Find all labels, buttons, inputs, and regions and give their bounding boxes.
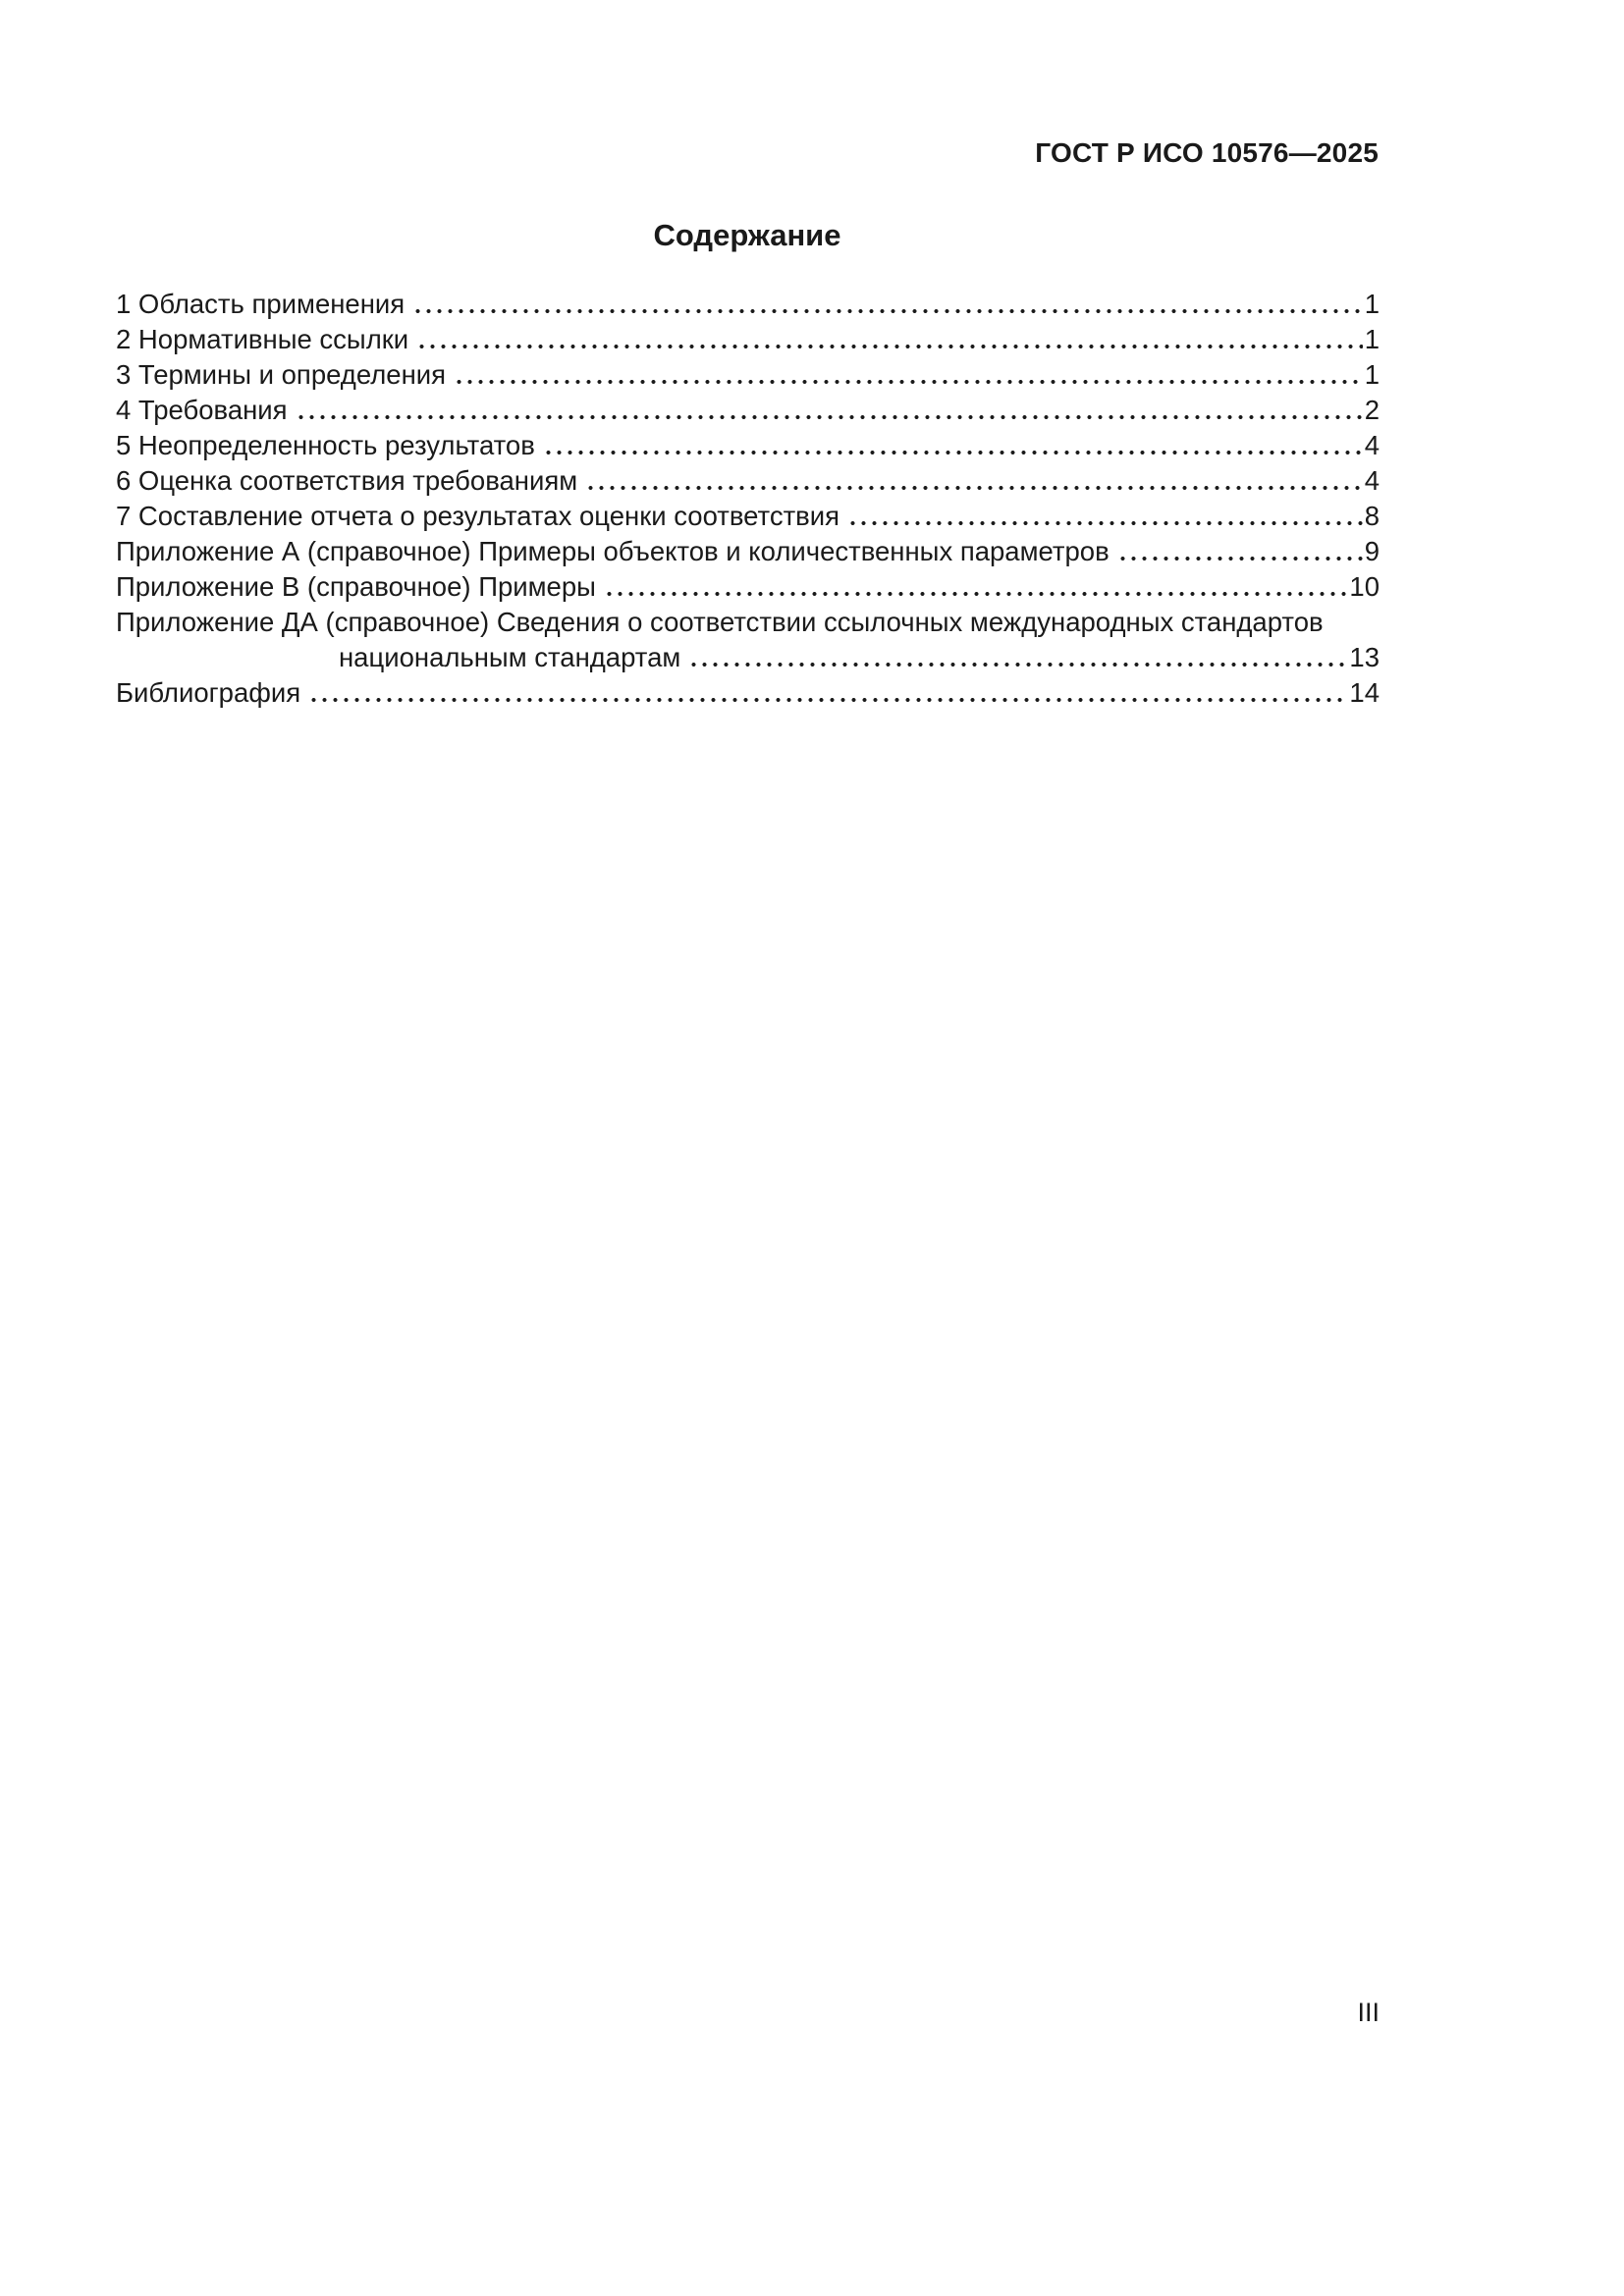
dot-leader xyxy=(686,640,1347,675)
toc-entry-page: 4 xyxy=(1364,430,1380,460)
toc-entry-continuation-line xyxy=(116,640,1380,675)
toc-entry xyxy=(116,534,1380,569)
toc-entry-page: 8 xyxy=(1364,501,1380,531)
toc-entry xyxy=(116,499,1380,534)
toc-entry xyxy=(116,393,1380,428)
dot-leader xyxy=(541,428,1363,463)
dot-leader xyxy=(414,322,1363,357)
toc-entry xyxy=(116,569,1380,605)
toc-entry xyxy=(116,287,1380,322)
toc-entry-label: 3 Термины и определения xyxy=(116,359,447,390)
toc-entry-label: 4 Требования xyxy=(116,395,288,425)
dot-leader xyxy=(452,357,1363,393)
dot-leader xyxy=(294,393,1363,428)
toc-entry-page: 14 xyxy=(1349,677,1380,708)
toc-entry-page: 1 xyxy=(1364,359,1380,390)
toc-entry-label: Приложение ДА (справочное) Сведения о соответствии ссылочных международных стандартов xyxy=(116,607,1324,637)
dot-leader xyxy=(410,287,1363,322)
toc-entry-label: 2 Нормативные ссылки xyxy=(116,324,409,354)
toc-entry-label: Приложение В (справочное) Примеры xyxy=(116,571,596,602)
toc-entry-label: 5 Неопределенность результатов xyxy=(116,430,535,460)
toc-entry xyxy=(116,428,1380,463)
toc-entry-label: Приложение А (справочное) Примеры объектов и количественных параметров xyxy=(116,536,1110,566)
dot-leader xyxy=(845,499,1363,534)
toc-entry-page: 10 xyxy=(1349,571,1380,602)
toc-entry-page: 2 xyxy=(1364,395,1380,425)
dot-leader xyxy=(583,463,1363,499)
toc-entry xyxy=(116,322,1380,357)
dot-leader xyxy=(306,675,1347,711)
dot-leader xyxy=(602,569,1348,605)
toc-entry-page: 9 xyxy=(1364,536,1380,566)
toc-entry-first-line xyxy=(116,605,1380,640)
document-code-header: ГОСТ Р ИСО 10576—2025 xyxy=(1035,137,1379,168)
toc-entry-page: 13 xyxy=(1349,642,1380,672)
toc-entry-label: 1 Область применения xyxy=(116,289,406,319)
dot-leader xyxy=(1115,534,1363,569)
toc-entry-page: 1 xyxy=(1364,289,1380,319)
toc-entry-label: Библиография xyxy=(116,677,301,708)
toc-entry-page: 1 xyxy=(1364,324,1380,354)
toc-entry xyxy=(116,675,1380,711)
page-title: Содержание xyxy=(653,218,841,252)
toc-entry-label-continuation: национальным стандартам xyxy=(339,642,681,672)
toc-entry xyxy=(116,357,1380,393)
page-number: III xyxy=(1357,1998,1380,2027)
table-of-contents xyxy=(116,287,1380,711)
toc-entry-page: 4 xyxy=(1364,465,1380,496)
toc-entry xyxy=(116,463,1380,499)
toc-entry-label: 7 Составление отчета о результатах оценки соответствия xyxy=(116,501,840,531)
toc-entry-label: 6 Оценка соответствия требованиям xyxy=(116,465,578,496)
